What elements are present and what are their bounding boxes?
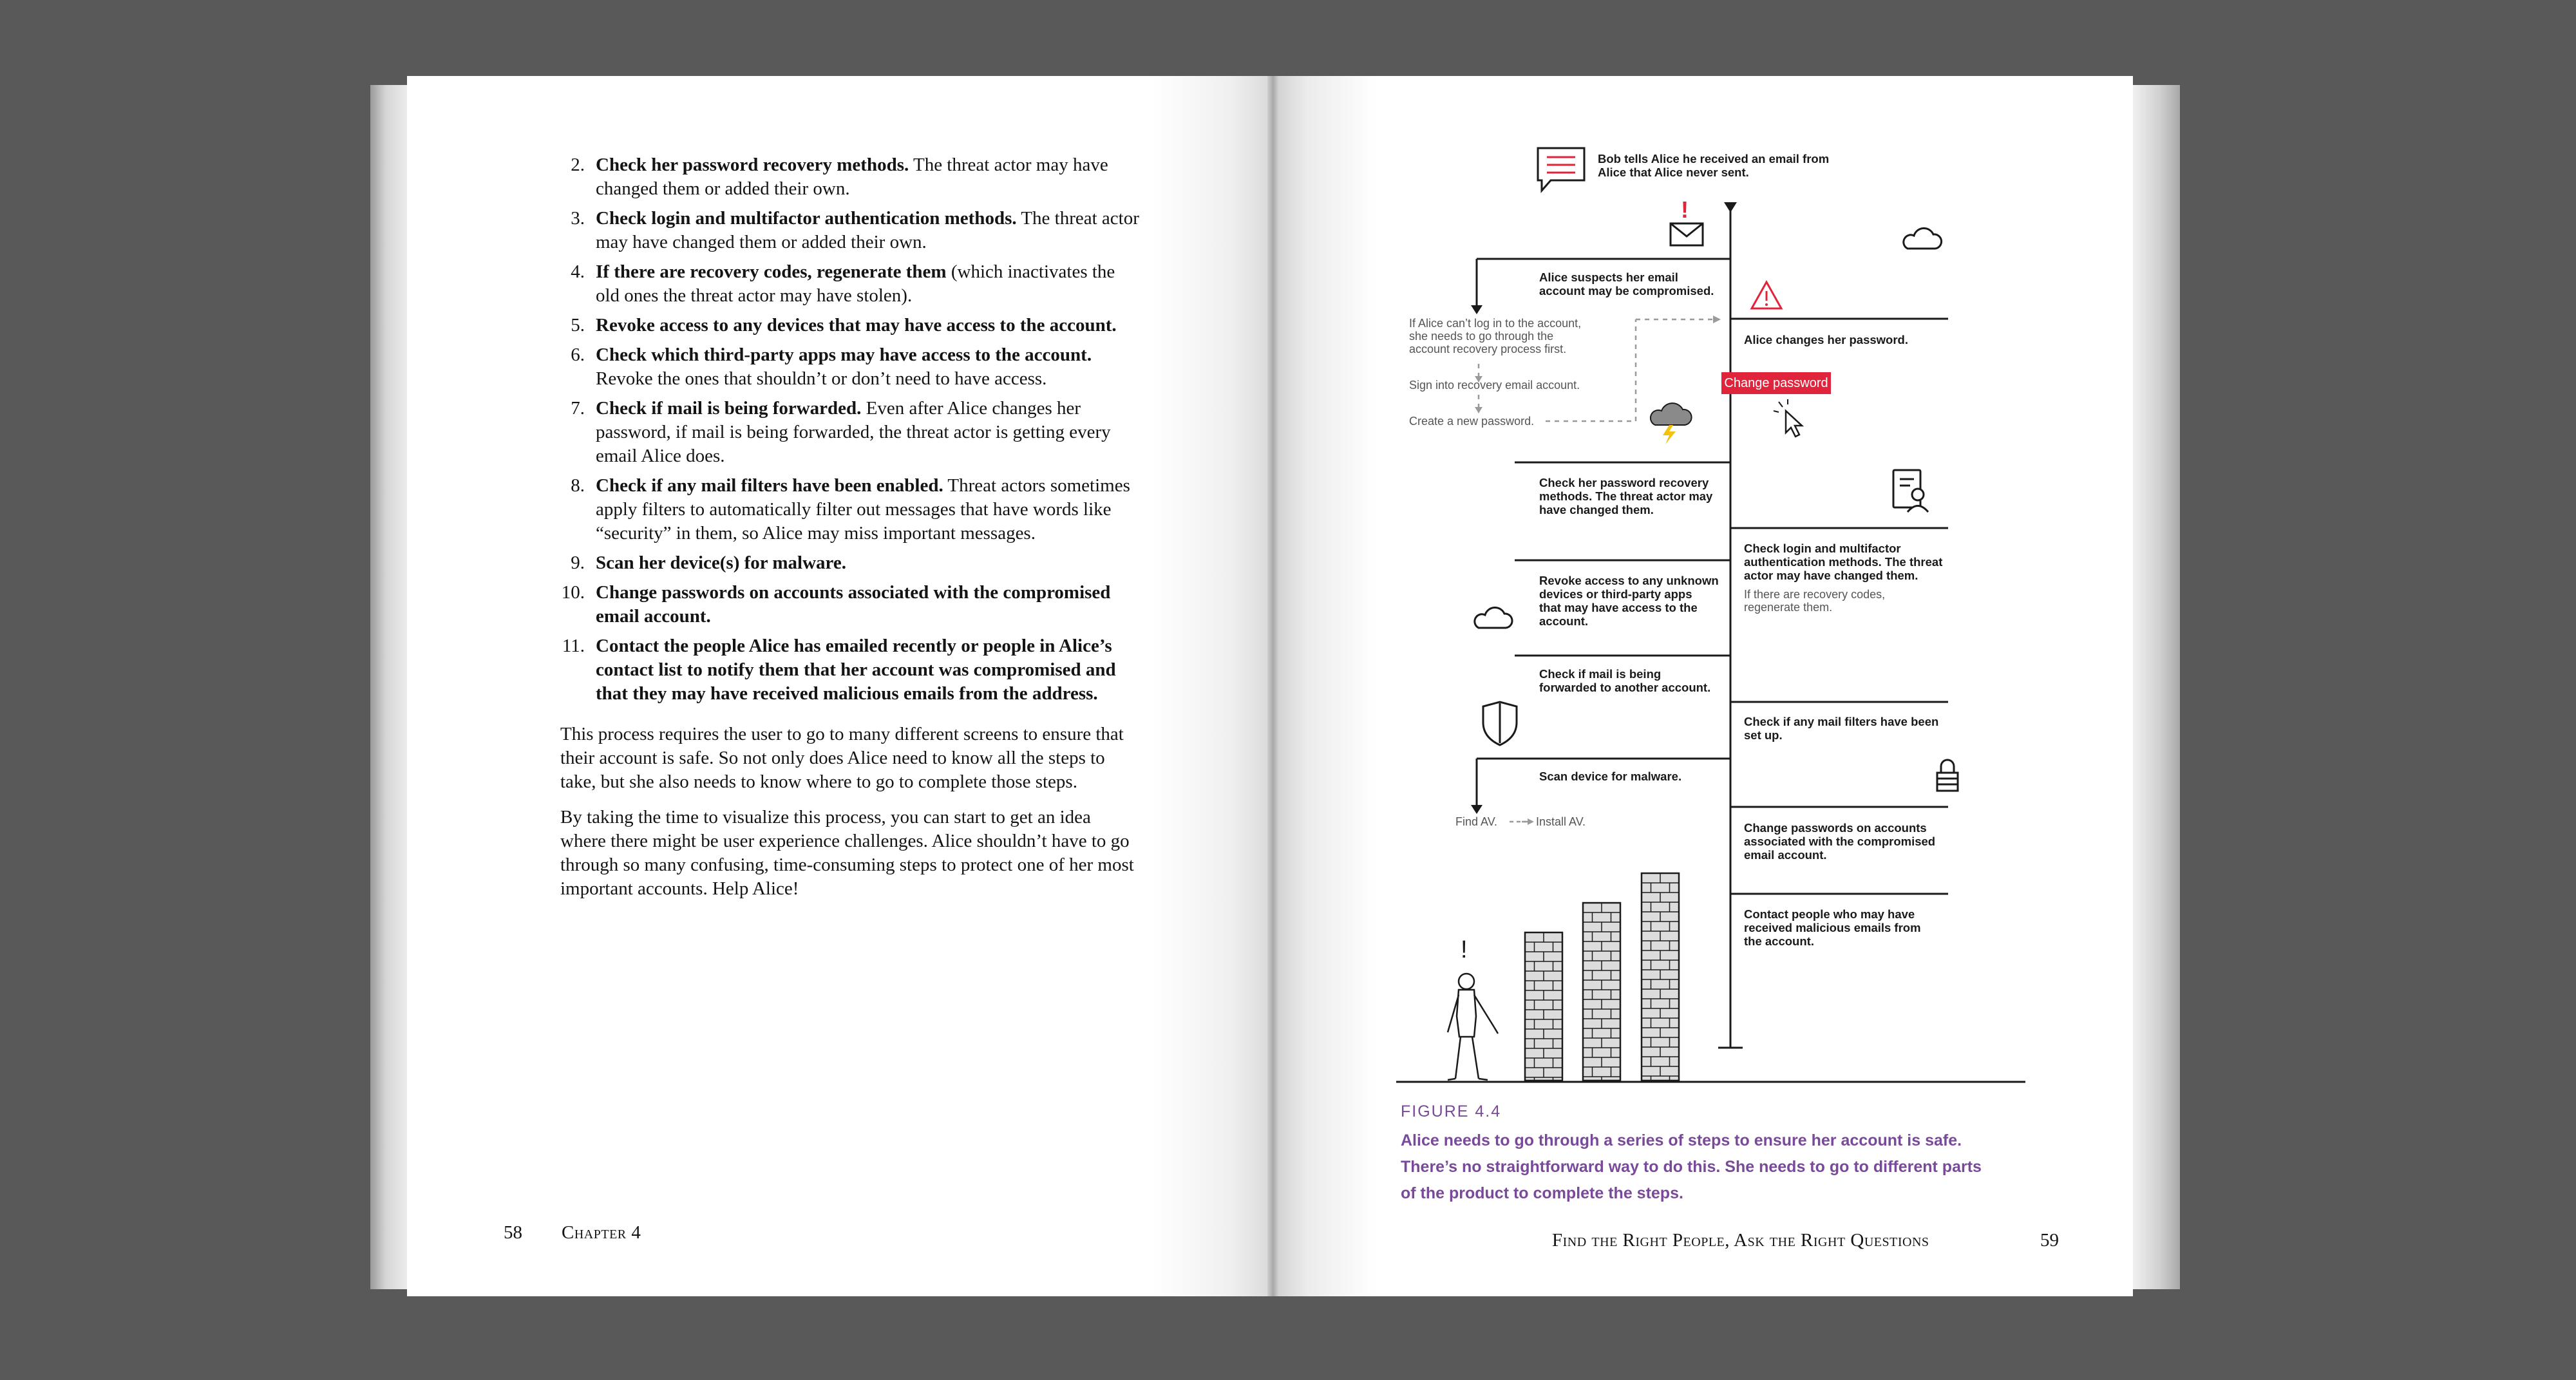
list-item: 11. Contact the people Alice has emailed recently or people in Alice’s contact list to notify them that her account was compromised and that they may have received malicious emails from the address. xyxy=(562,636,1116,704)
diagram-label: Alice changes her password. xyxy=(1744,333,1908,346)
diagram-note: Install AV. xyxy=(1536,815,1586,828)
diagram-label: Bob tells Alice he received an email from xyxy=(1598,152,1830,165)
brick-towers-illustration xyxy=(1525,873,1679,1081)
figure-label: FIGURE 4.4 xyxy=(1401,1102,1502,1120)
body-paragraph: By taking the time to visualize this process, you can start to get an idea where there might be user experience challenges. Alice shouldn’t have to go through so many confusing, time-consuming steps to protect one of her most important accounts. Help Alice! xyxy=(560,807,1134,899)
profile-document-icon xyxy=(1893,470,1928,512)
diagram-label: authentication methods. The threat xyxy=(1744,555,1943,569)
diagram-label: actor may have changed them. xyxy=(1744,569,1918,582)
left-running-head: Chapter 4 xyxy=(562,1222,641,1243)
diagram-label: received malicious emails from xyxy=(1744,921,1921,934)
list-item: 2. Check her password recovery methods. The threat actor may have changed them or added their own. xyxy=(571,155,1108,199)
diagram-label: Change passwords on accounts xyxy=(1744,821,1927,835)
cloud-icon xyxy=(1904,228,1942,249)
cloud-icon xyxy=(1475,607,1512,628)
warning-icon xyxy=(1752,282,1781,308)
list-item: 6. Check which third-party apps may have access to the account. Revoke the ones that shouldn’t or don’t need to have access. xyxy=(571,345,1092,389)
person-illustration xyxy=(1448,974,1498,1080)
diagram-note: If there are recovery codes, xyxy=(1744,588,1886,601)
diagram-note: regenerate them. xyxy=(1744,601,1833,614)
diagram-label: Check if mail is being xyxy=(1539,667,1662,681)
caption-line: There’s no straightforward way to do this. She needs to go to different parts xyxy=(1401,1158,1982,1176)
person-alert-mark: ! xyxy=(1461,936,1468,963)
list-item: 8. Check if any mail filters have been enabled. Threat actors sometimes apply filters to automatically filter out messages that have words like “security” in them, so Alice may miss important messages. xyxy=(571,475,1130,543)
change-password-button-label: Change password xyxy=(1724,376,1828,390)
diagram-label: account. xyxy=(1539,614,1589,628)
list-item: 4. If there are recovery codes, regenerate them (which inactivates the old ones the threat actor may have stolen). xyxy=(571,261,1115,306)
diagram-label: Check her password recovery xyxy=(1539,476,1709,489)
diagram-note: If Alice can’t log in to the account, xyxy=(1409,317,1582,330)
diagram-label: that may have access to the xyxy=(1539,601,1698,614)
diagram-label: associated with the compromised xyxy=(1744,835,1936,848)
diagram-note: she needs to go through the xyxy=(1409,330,1554,343)
diagram-label: the account. xyxy=(1744,934,1814,948)
caption-line: of the product to complete the steps. xyxy=(1401,1184,1683,1202)
left-page-number: 58 xyxy=(504,1222,522,1243)
diagram-label: methods. The threat actor may xyxy=(1539,489,1713,503)
chat-bubble-icon xyxy=(1538,148,1584,191)
diagram-note: Create a new password. xyxy=(1409,415,1535,428)
diagram-note: account recovery process first. xyxy=(1409,343,1567,355)
right-page-number: 59 xyxy=(2040,1230,2059,1251)
envelope-alert-mark: ! xyxy=(1681,196,1689,223)
diagram-label: Contact people who may have xyxy=(1744,907,1915,921)
list-item: 10. Change passwords on accounts associated with the compromised email account. xyxy=(561,582,1111,627)
cursor-icon xyxy=(1774,399,1802,437)
shield-icon xyxy=(1483,702,1517,745)
diagram-label: Alice suspects her email xyxy=(1539,270,1678,284)
envelope-icon xyxy=(1671,223,1703,245)
list-item: 9. Scan her device(s) for malware. xyxy=(571,553,847,573)
diagram-label: Check if any mail filters have been xyxy=(1744,715,1939,728)
storm-cloud-icon xyxy=(1651,403,1692,444)
figure-caption xyxy=(1401,1102,2038,1207)
diagram-label: email account. xyxy=(1744,848,1827,862)
diagram-label: Alice that Alice never sent. xyxy=(1598,165,1749,179)
list-item: 5. Revoke access to any devices that may have access to the account. xyxy=(571,315,1117,336)
diagram-label: Revoke access to any unknown xyxy=(1539,574,1719,587)
diagram-label: have changed them. xyxy=(1539,503,1654,516)
diagram-label: Check login and multifactor xyxy=(1744,542,1901,555)
right-running-head: Find the Right People, Ask the Right Questions xyxy=(1552,1230,1929,1251)
list-item: 7. Check if mail is being forwarded. Even after Alice changes her password, if mail is being forwarded, the threat actor is getting every email Alice does. xyxy=(571,398,1111,466)
recovery-path-dashes xyxy=(1479,319,1713,822)
diagram-label: Scan device for malware. xyxy=(1539,770,1682,783)
caption-line: Alice needs to go through a series of steps to ensure her account is safe. xyxy=(1401,1131,1962,1149)
list-item: 3. Check login and multifactor authentication methods. The threat actor may have changed them or added their own. xyxy=(571,208,1139,252)
diagram-label: devices or third-party apps xyxy=(1539,587,1692,601)
lock-icon xyxy=(1937,760,1958,791)
diagram-label: forwarded to another account. xyxy=(1539,681,1711,694)
diagram-note: Sign into recovery email account. xyxy=(1409,379,1580,392)
diagram-label: set up. xyxy=(1744,728,1783,742)
diagram-note: Find AV. xyxy=(1455,815,1498,828)
timeline-start-arrow xyxy=(1724,202,1737,213)
body-paragraph: This process requires the user to go to many different screens to ensure that their account is safe. So not only does Alice need to know all the steps to take, but she also needs to know where to go to complete those steps. xyxy=(560,724,1124,792)
diagram-label: account may be compromised. xyxy=(1539,284,1714,298)
